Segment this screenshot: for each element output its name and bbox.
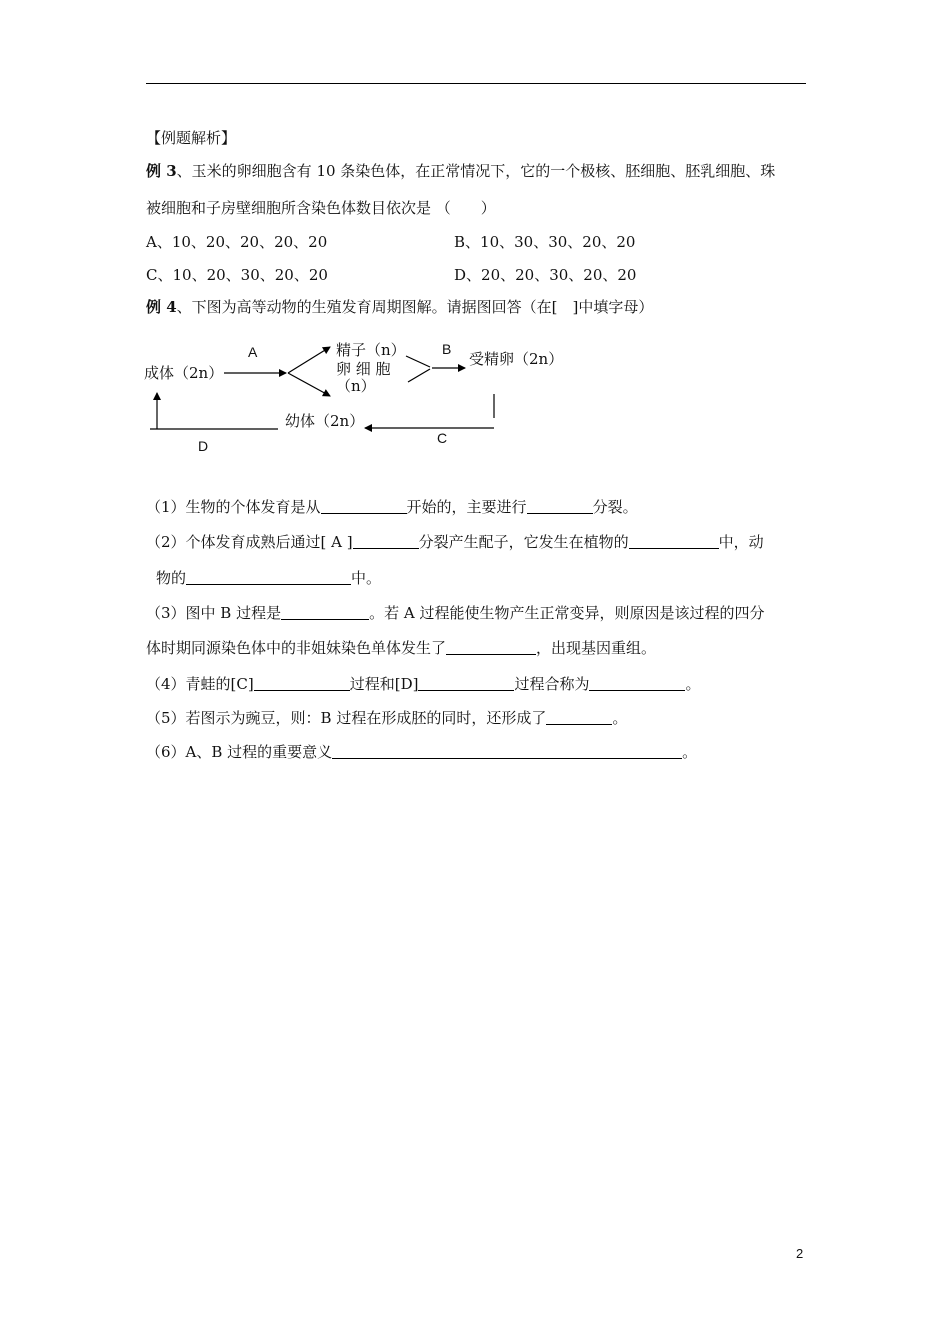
- process-d-label: D: [198, 438, 209, 454]
- question-3-text-a: （3）图中 B 过程是: [146, 604, 282, 622]
- question-2-text-d: 物的: [156, 569, 187, 587]
- reproduction-cycle-diagram: [140, 336, 564, 460]
- question-1-text-b: 开始的，主要进行: [406, 498, 527, 516]
- question-3-text-d: ，出现基因重组。: [536, 639, 657, 657]
- egg-label: 卵 细 胞: [336, 360, 391, 378]
- example-3-line-1: [146, 161, 775, 181]
- answer-blank-3a[interactable]: [281, 605, 369, 620]
- answer-blank-1b[interactable]: [527, 499, 593, 514]
- arrow-to-egg: [288, 373, 330, 396]
- line-sperm-to-join: [406, 356, 430, 367]
- answer-blank-3b[interactable]: [446, 640, 536, 655]
- example-3-text-1: 、玉米的卵细胞含有 10 条染色体，在正常情况下，它的一个极核、胚细胞、胚乳细胞、珠: [176, 162, 776, 180]
- section-title: 【例题解析】: [146, 129, 237, 147]
- question-4-text-b: 过程和[D]: [349, 675, 419, 693]
- line-egg-to-join: [408, 369, 430, 382]
- page-number: 2: [796, 1246, 804, 1261]
- answer-blank-2b[interactable]: [629, 534, 719, 549]
- question-6: [146, 742, 697, 762]
- question-6-text-b: 。: [682, 743, 698, 761]
- example-4-text: 、下图为高等动物的生殖发育周期图解。请据图回答（在[ ]中填字母）: [176, 298, 654, 316]
- option-d: D、20、20、30、20、20: [454, 266, 637, 284]
- answer-blank-4a[interactable]: [254, 676, 350, 691]
- question-2-cont: [156, 568, 381, 588]
- option-b: B、10、30、30、20、20: [454, 233, 636, 251]
- juvenile-label: 幼体（2n）: [285, 412, 365, 430]
- question-3-text-b: 。若 A 过程能使生物产生正常变异，则原因是该过程的四分: [369, 604, 765, 622]
- question-5-text-a: （5）若图示为豌豆，则：B 过程在形成胚的同时，还形成了: [146, 709, 547, 727]
- example-3-label: 例 3: [146, 162, 177, 180]
- question-5: [146, 708, 627, 728]
- question-4-text-d: 。: [685, 675, 701, 693]
- header-rule: [146, 83, 806, 84]
- question-2-text-b: 分裂产生配子，它发生在植物的: [418, 533, 629, 551]
- process-a-label: A: [248, 344, 258, 360]
- question-2-text-a: （2）个体发育成熟后通过[ A ]: [146, 533, 353, 551]
- answer-blank-2c[interactable]: [186, 570, 351, 585]
- sperm-label: 精子（n）: [336, 341, 406, 359]
- question-2-text-e: 中。: [351, 569, 382, 587]
- answer-blank-1a[interactable]: [321, 499, 407, 514]
- question-4-text-c: 过程合称为: [514, 675, 590, 693]
- answer-blank-2a[interactable]: [353, 534, 419, 549]
- question-5-text-b: 。: [612, 709, 628, 727]
- adult-label: 成体（2n）: [144, 364, 224, 382]
- question-1-text-c: 分裂。: [592, 498, 638, 516]
- egg-ploidy-label: （n）: [336, 377, 376, 395]
- arrow-to-sperm: [288, 347, 330, 373]
- example-4-label: 例 4: [146, 298, 177, 316]
- zygote-label: 受精卵（2n）: [469, 350, 564, 368]
- answer-blank-4c[interactable]: [589, 676, 685, 691]
- process-b-label: B: [442, 341, 452, 357]
- question-3-text-c: 体时期同源染色体中的非姐妹染色单体发生了: [146, 639, 447, 657]
- question-1: [146, 497, 638, 517]
- question-3-cont: [146, 638, 656, 658]
- option-a: A、10、20、20、20、20: [146, 233, 328, 251]
- question-1-text-a: （1）生物的个体发育是从: [146, 498, 321, 516]
- example-3-line-2: 被细胞和子房壁细胞所含染色体数目依次是 （ ）: [146, 199, 496, 217]
- example-4-line: [146, 297, 653, 317]
- question-2-text-c: 中，动: [718, 533, 764, 551]
- question-4-text-a: （4）青蛙的[C]: [146, 675, 254, 693]
- question-4: [146, 674, 701, 694]
- question-6-text-a: （6）A、B 过程的重要意义: [146, 743, 333, 761]
- answer-blank-4b[interactable]: [418, 676, 514, 691]
- answer-blank-6[interactable]: [332, 744, 682, 759]
- answer-blank-5[interactable]: [546, 710, 612, 725]
- question-3: [146, 603, 764, 623]
- question-2: [146, 532, 764, 552]
- option-c: C、10、20、30、20、20: [146, 266, 328, 284]
- process-c-label: C: [437, 430, 448, 446]
